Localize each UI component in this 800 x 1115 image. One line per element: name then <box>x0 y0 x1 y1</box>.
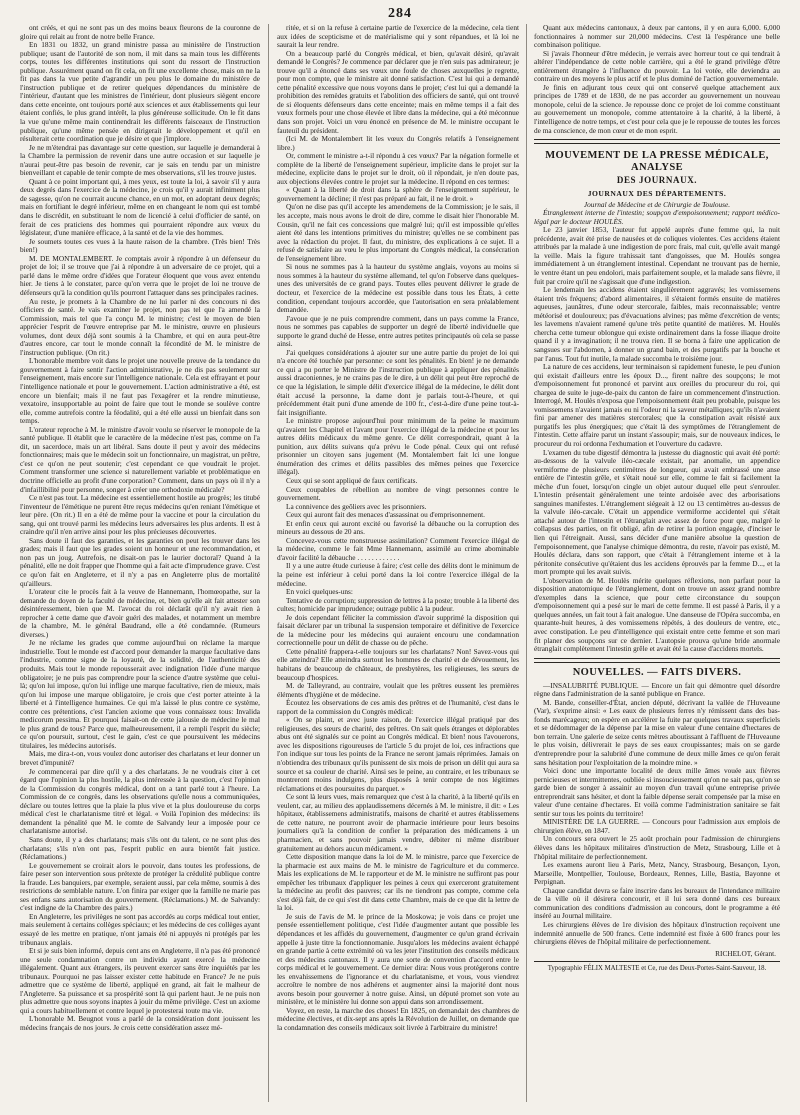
paragraph: L'observation de M. Houlès mérite quelques réflexions, non parfaut pour la disposition anatomique de l'étranglement, dont on trouve un assez grand nombre d'exemples dans la science, que pour cette circonstance du soupçon d'empoisonnement qui a pesé sur le mari de cette femme. Il est passé à Paris, il y a quelques années, un fait tout à fait analogue. Une danseuse de l'Opéra succomba, en quarante-huit heures, à des vomissemens répétés, à des douleurs de ventre, etc., avec constipation. Le peu d'intelligence qui existait entre cette femme et son mari fit planer des soupçons sur ce dernier. L'autopsie prouva qu'une bride anormale étranglait complètement l'intestin grêle et avait été la cause d'accidens mortels. <box>534 575 780 654</box>
paragraph: Je dois cependant féliciter la commission d'avoir supprimé la disposition qui faisait déclarer par un tribunal la suspension temporaire et définitive de l'exercice de la médecine pour les médecins qui auraient encouru une condamnation correctionnelle pour un délit de chasse ou de pêche. <box>277 612 519 648</box>
paragraph: Et si je suis bien informé, depuis cent ans en Angleterre, il n'a pas été prononcé une seule condamnation contre un individu ayant exercé la médecine illégalement. Quant aux étrangers, ils peuvent exercer sans être inquiétés par les tribunaux. Pourquoi ne pas laisser exister cette habitude en France? Je ne puis admettre que ce système de liberté, appliqué en grand, ait fait le malheur de l'Angleterre. Sa puissance et sa prospérité sont là qui parlent haut. Je ne puis non plus admettre que nous soyons inaptes à jouir du même privilège. C'est un axiome qui a cours habituellement et contre lequel je protesterai toute ma vie. <box>20 946 260 1015</box>
paragraph: « On se plaint, et avec juste raison, de l'exercice illégal pratiqué par des religieuses, des sœurs de charité, des prêtres. On sait quels étranges et déplorables abus ont été signalés sur ce point au Congrès médical. Et bien! nous l'avouerons, avec les dispositions rigoureuses de l'article 5 du projet de loi, ces infractions que l'on indique sur tous les points de la France ne seront jamais réprimées. Jamais on n'obtiendra des tribunaux qu'ils punissent de six mois de prison un délit qui aura sa source et sa couleur de charité. Ainsi ses le peine, au contraire, et les tribunaux se montreront moins indulgens, plus disposés à tenir compte de nos légitimes réclamations et des poursuites du parquet. » <box>277 715 519 793</box>
paragraph: Voici donc une importante localité de deux mille âmes vouée aux fièvres pernicieuses et intermittentes, oubliée si insoucieusement qu'on ne sait pas, qu'on se garde bien de songer à assainir au moyen d'un travail qu'une entreprise privée entreprendrait sans hésiter, et dont la faible dépense serait compensée par la mise en valeur d'une centaine d'hectares. Et voilà comme l'administration sanitaire se fait sentir sur tous les points du territoire! <box>534 766 780 818</box>
paragraph: Je commencerai par dire qu'il y a des charlatans. Je ne voudrais citer à cet égard que l'opinion la plus hostile, la plus intéressée à la question, c'est l'opinion de la Commission du congrès médical, dont on a tant parlé tout à l'heure. La Commission de ce congrès, dans les observations qu'elle nous a communiquées, déclare ou toutes lettres que la plaie la plus vive et la plus douloureuse du corps médical c'est le charlatanisme titré et légal. « Voilà l'opinion des médecins: ils demandent la pénalité que M. le comte de Salvandy leur a imposée pour ce charlatanisme autorisé. <box>20 766 260 836</box>
column-left <box>20 24 260 1102</box>
paragraph: M. Bande, conseiller-d'État, ancien député, décrivant la vallée de l'Huveaune (Var), s'exprime ainsi: « Les eaux de plusieurs ferres n'y rémissent dans des bas-fonds marécageux; on espère en accélérer la fuite par quelques travaux superficiels et se dédommager de la dépense par la mise en valeur d'une centaine d'hectares de bon terrain. Une galerie de seize cents mètres aboutissant à l'affluent de l'Huveaune le plus voisin, délivrerait le pays de ses eaux croupissantes; mais on se garde d'entreprendre pour la salubrité d'une commune de deux mille âmes ce qu'on ferait sans hésitation pour l'exploitation de la moindre mine. » <box>534 697 780 767</box>
paragraph: Voyez, en reste, la marche des choses! En 1825, on demandait des chambres de médecine électives, et dix-sept ans après la Révolution de Juillet, on demande que la condamnation des conseils médicaux soit livrée à l'arbitraire du ministre! <box>277 1005 519 1032</box>
paragraph: MINISTÈRE DE LA GUERRE. — Concours pour l'admission aux emplois de chirurgien élève, en 1847. <box>534 817 780 835</box>
paragraph: Cette pénalité frappera-t-elle toujours sur les charlatans? Non! Savez-vous qui elle atteindra? Elle atteindra surtout les hommes de charité et de dévouement, les habitans de beaucoup de châteaux, de presbytères, les religieuses, les sœurs de beaucoup d'hospices. <box>277 646 519 682</box>
paragraph: J'avoue que je ne puis comprendre comment, dans un pays comme la France, nous ne sommes pas capables de supporter un degré de liberté individuelle que supporte le grand duché de Hesse, entre autres petites principautés où cela se passe ainsi. <box>277 313 519 349</box>
paragraph: —INSALUBRITÉ PUBLIQUE. — Encore un fait qui démontre quel désordre règne dans l'administration de la santé publique en France. <box>534 680 780 699</box>
paragraph: Sans doute, il y a des charlatans; mais s'ils ont du talent, ce ne sont plus des charlatans; s'ils n'en ont pas, l'esprit public en aura bientôt fait justice. (Réclamations.) <box>20 834 260 862</box>
paragraph: Je ne m'étendrai pas davantage sur cette question, sur laquelle je demanderai à la Chambre la permission de revenir dans une autre occasion et sur laquelle je n'aurai peut-être pas besoin de revenir, car je sais en tendu par un ministre bienveillant et capable de tenir compte de mes observations, s'il les trouve justes. <box>20 142 260 178</box>
paragraph: Ce n'est pas tout. La médecine est essentiellement hostile au progrès; les titubé l'inventeur de l'émétique ne purent être reçus médecins qu'en reniant l'émétique et leur père. (On rit.) Il en a été de même pour la vaccine et pour la circulation du sang, qui ont trouvé parmi les médecins leurs adversaires les plus ardents. Il est à craindre qu'il n'en arrive ainsi pour les plus précieuses découvertes. <box>20 493 260 537</box>
signature: RICHELOT, Gérant. <box>715 948 776 958</box>
paragraph: Il y a une autre étude curieuse à faire; c'est celle des délits dont le minimum de la peine est inférieur à celui porté dans la loi contre l'exercice illégal de la médecine. <box>277 561 519 588</box>
section-rule <box>534 139 780 144</box>
paragraph: La nature de ces accidens, leur terminaison si rapidement funeste, le peu d'union qui existait d'ailleurs entre les époux D..., firent naître des soupçons; le mot d'empoisonnement fut prononcé et parvint aux oreilles du procureur du roi, qui chargea de suite le juge-de-paix du canton de faire un commencement d'instruction. Interrogé, M. Houlès n'exposa que l'empoisonnement était peu probable, puisque les vomissemens n'avaient jamais eu ni l'odeur ni la saveur métalliques; qu'ils n'avaient fini par amener des matières stercorales; que la constipation avait résisté aux purgatifs les plus énergiques; que c'était là des symptômes de l'étranglement de l'intestin. Cette affaire parut un instant s'assoupir; mais, sur de nouveaux indices, le procureur du roi ordonna l'exhumation et l'ouverture du cadavre. <box>534 362 780 448</box>
section-subtitle: DES JOURNAUX. <box>616 175 698 186</box>
paragraph: Ce sont là leurs vues, mais remarquez que c'est à la charité, à la liberté qu'ils en veulent, car, au milieu des applaudissemens décernés à M. le ministre, il dit: « Les hôpitaux, établissemens administratifs, maisons de charité et autres établissemens de cette nature, ne pourront avoir de pharmacie intérieure pour leurs besoins journaliers qu'à la condition de confier la préparation des médicamens à un pharmacien, et sans pouvoir jamais vendre, débiter ni même distribuer gratuitement au dehors aucun médicament. » <box>277 792 519 853</box>
paragraph: ritée, et si on la refuse à certaine partie de l'exercice de la médecine, cela tient aux idées de scepticisme et de matérialisme qui y sont répandues, et là loi ne saurait la leur rendre. <box>277 24 519 50</box>
paragraph: Mais, me dira-t-on, vous voulez donc autoriser des charlatans et leur donner un brevet d'impunité? <box>20 749 260 768</box>
column-divider <box>526 24 527 1102</box>
paragraph: En voici quelques-uns: <box>286 587 353 597</box>
paragraph: Le ministre propose aujourd'hui pour minimum de la peine le maximum qu'avaient les Chapitel et l'avant pour l'exercice illégal de la médecine et pour les autres délits médicaux du même genre. Ce délit correspondrait, quant à la punition, aux délits suivans qu'a prévu le Code pénal. Ceux qui ont refusé prisonnier un citoyen sans jugement (M. Montalembert fait lci une longue énumération des crimes et délits passibles des mêmes peines que l'exercice illégal). <box>277 416 519 477</box>
paragraph: Je soumets toutes ces vues à la haute raison de la chambre. (Très bien! Très bien!) <box>20 236 260 255</box>
paragraph: « Quant à la liberté de droit dans la sphère de l'enseignement supérieur, le gouvernement la décline; il n'est pas préparé au fait, il ne le droit. » <box>277 185 519 203</box>
paragraph: Écoutez les observations de ces amis des prêtres et de l'humanité, c'est dans le rapport de la commission du Congrès médical: <box>277 698 519 716</box>
column-divider <box>268 24 269 1102</box>
article-title: Étranglement interne de l'intestin; soupçon d'empoisonnement; rapport médico-légal par le docteur HOULÈS. <box>534 208 780 226</box>
paragraph: Ceux coupables de rébellion au nombre de vingt personnes contre le gouvernement. <box>277 484 519 503</box>
paragraph: J'ai quelques considérations à ajouter sur une autre partie du projet de loi qui n'a encore été touchée par personne: ce sont les pénalités. En bien! je ne demande ce qui a pu porter le Ministre de l'instruction publique à appliquer des pénalités aussi draconiennes, je ne crains pas de le dire, à un délit qui peut être reproché de ce que la législation, le simple délit d'exercice illégal de la médecine, le délit dont était accusé la personne, la dame dont je parlais tout-à-l'heure, et qui précédemment était puni d'une amende de 100 fr., c'est-à-dire d'une peine tout-à-fait insignifiante. <box>277 347 519 417</box>
paragraph: En 1831 ou 1832, un grand ministre passa au ministère de l'instruction publique; usant de l'autorité de son nom, il mit dans sa main tous les différents corps, toutes les différentes institutions qui sont du ressort de l'instruction publique. Assurément quand on fit cela, on fit une excellente chose, mais on ne la fit pas dans la vue petite d'agrandir un peu plus le domaine du ministère de l'instruction publique et de retirer quelques dépendances du ministère de l'intérieur, d'autant que les ministres de l'intérieur, dont plusieurs siègent encore dans cette enceinte, ont toujours porté aux sciences et aux établissements qui leur étaient confiés, le plus grand intérêt, la plus généreuse sollicitude. On le fit dans la vue qu'une même main continendrait les différents faisceaux de l'instruction publique, qu'une même pensée en dirigerait le développement et qu'il en résulterait cette coordination que je désire et que j'implore. <box>20 40 260 144</box>
paragraph: L'orateur cite le procès fait à la veuve de Hannemann, l'homœopathe, sur la demande du doyen de la faculté de médecine, et, bien qu'elle ait fait attester son désintéressement, bien que M. l'avocat du roi déclarât qu'il n'y avait rien à reprocher à cette dame que d'avoir guéri des malades, et notamment un membre de la chambre, M. le général Baudrand, elle a été condamnée. (Rumeurs diverses.) <box>20 587 260 639</box>
section-rule <box>534 658 780 663</box>
paragraph: (Ici M. de Montalembert lit les vœux du Congrès relatifs à l'enseignement libre.) <box>277 134 519 152</box>
speech-conclusion <box>534 24 780 135</box>
news-title: NOUVELLES. — FAITS DIVERS. <box>572 666 742 678</box>
paragraph: ont créés, et qui ne sont pas un des moins beaux fleurons de la couronne de gloire qui relait au front de notre belle France. <box>20 24 260 41</box>
paragraph: La connivence des geôliers avec les prisonniers. <box>286 501 427 511</box>
section-title: MOUVEMENT DE LA PRESSE MÉDICALE, ANALYSE <box>545 150 769 174</box>
paragraph: Cette disposition manque dans la loi de M. le ministre, parce que l'exercice de la pharmacie est aux mains de M. le ministre de l'agriculture et du commerce. Mais les explications de M. le rapporteur et de M. le ministre ne suffiront pas pour empêcher les tribunaux d'appliquer les peines à ceux qui exerceront gratuitement la médecine au profit des pauvres; car ils ne tiendront pas compte, comme cela s'est déjà fait, de ce qui s'est dit dans cette Chambre, mais de ce que dit la lettre de la loi. <box>277 852 519 913</box>
paragraph: Qu'on ne dise pas qu'il accepte les amendemens de la Commission; je le sais, il les accepte, mais nous avons le droit de dire, comme le disait hier l'honorable M. Cousin, qu'il ne fait ces concessions que malgré lui; qu'il est impossible qu'elles aient été dans les intentions primitives du ministre; qu'elles ne se combinent pas avec la rédaction du projet. Il faut, du ministre, des explications à ce sujet. Il a refusé de satisfaire au vœu le plus important du Congrès médical, la consécration de l'enseignement libre. <box>277 202 519 263</box>
paragraph: Or, comment le ministre a-t-il répondu à ces vœux? Par la négation formelle et complète de la liberté de l'enseignement supérieur, implicite dans le projet sur la médecine, explicite dans le projet sur le droit, où il répondait, je n'en doute pas, aux objections élevées contre le projet sur la médecine. Il répond en ces termes: <box>277 151 519 186</box>
paragraph: Le gouvernement se croirait alors le pouvoir, dans toutes les professions, de faire peser son intervention sous prétexte de protéger la crédulité publique contre la fraude. Les banquiers, par exemple, seraient aussi, par cela même, soumis à des restrictions de semblable nature. L'on finira par exiger que la famille ne marie pas ses enfans sans autorisation du gouvernement. (Réclamations.) M. de Salvandy: c'est indigne de la Chambre des pairs.) <box>20 860 260 913</box>
paragraph: Je suis de l'avis de M. le prince de la Moskowa; je vois dans ce projet une pensée essentiellement politique, c'est l'idée d'augmenter autant que possible les dépendances et les affidés du gouvernement, d'augmenter ce qu'un grand écrivain appelle à juste titre la fonctionnomanie. Jusqu'alors les médecins avaient échappé en grande partie à cette extrémité où va les jeter l'institution des conseils médicaux et des médecins cantonaux. Il y aura une sorte de convention d'accord entre le corps médical et le gouvernement. Ce dernier dira: Nous vous protégerons contre les envahissemens de l'ignorance et du charlatanisme, et vous, vous viendrez accroître le nombre de nos adhérens et augmenter ainsi la majorité dont nous avons besoin pour gouverner à notre guise. Ainsi, un député promet son vote au ministère, et le ministère lui donne son appui dans son arrondissement. <box>277 911 519 1007</box>
paragraph: Quant à ce point important qui, à mes yeux, est toute la loi, à savoir s'il y aura deux degrés dans l'exercice de la médecine, je crois qu'il y aurait infiniment plus de sagesse, qu'on ne courrait aucune chance, en un mot, en adoptant deux degrés; mais en fortifiant le degré inférieur, même en en changeant le nom qui est tombé dans le discrédit, en substituant le nom de licencié à celui d'officier de santé, on ferait de ces praticiens des hommes qui pourraient répondre aux vœux du législateur, d'une manière efficace, à la santé et de la vie des hommes. <box>20 176 260 238</box>
paragraph: Ceux qui auront fait des menaces d'assassinat ou d'emprisonnement. <box>286 510 485 520</box>
paragraph: L'examen du tube digestif démontra la justesse du diagnostic qui avait été porté: au-dessous de la valvule iléo-cæcale existait, par anomalie, un appendice vermiforme de plusieurs centimètres de longueur, qui avait embrassé une anse entière de l'intestin grêle, et s'était noué sur elle, comme le fait si facilement la mèche d'un fouet, lorsqu'on cingle un objet autour duquel elle peut s'enrouler. L'intestin présentait généralement une teinte ardoisée avec des arborisations sanguines manifestes. L'étranglement siégeait à 12 ou 13 centimètres au-dessus de la valvule iléo-cæcale. C'était un appendice vermiforme accidentel qui s'était attaché autour de l'intestin et l'étranglait avec assez de force pour que, malgré le collapsus des parties, on fit obligé, afin de retirer la portion engagée, d'inciser le lien qui l'étreignait. Aussi, sans décider d'une manière absolue la question de l'empoisonnement, que l'analyse chimique démontra, du reste, n'avoir pas existé, M. Houlès déclara, dans son rapport, que c'était à l'étranglement interne et à la péritonite consécutive qu'étaient dus les accidens éprouvés par la femme D..., et la mort prompte qui les avait suivis. <box>534 447 780 577</box>
printer-line: Typographie FÉLIX MALTESTE et Ce, rue des Deux-Portes-Saint-Sauveur, 18. <box>547 965 767 973</box>
paragraph: Les chirurgiens élèves de 1re division des hôpitaux d'instruction reçoivent une indemnité annuelle de 500 francs. Cette indemnité est fixée à 600 francs pour les chirurgiens élèves de l'hôpital militaire de perfectionnement. <box>534 919 780 947</box>
paragraph: L'honorable membre voit dans le projet une nouvelle preuve de la tendance du gouvernement à faire sentir l'action administrative, je ne dis pas seulement sur l'enseignement, mais encore sur l'intelligence nationale. Cela est effrayant et pour l'intelligence nationale et pour le gouvernement. L'action administrative a été, est encore un bienfait; mais il ne faut pas l'exagérer et la rendre minutieuse, vexatoire, insupportable au point de faire que tout le monde se soulève contre elle, comme autrefois contre la féodalité, qui a été elle aussi un bienfait dans son temps. <box>20 356 260 426</box>
paragraph: Les examens auront lieu à Paris, Metz, Nancy, Strasbourg, Besançon, Lyon, Marseille, Montpellier, Toulouse, Bordeaux, Rennes, Lille, Bastia, Bayonne et Perpignan. <box>534 860 780 887</box>
journal-name: Journal de Médecine et de Chirurgie de Toulouse. <box>583 199 731 209</box>
paragraph: Je ne réclame les grades que comme aujourd'hui on réclame la marque industrielle. Tout le monde est d'accord pour demander la marque facultative dans l'industrie, comme signe de la loyauté, de la solidité, de l'authenticité des produits. Mais tout le monde repousserait avec indignation l'idée d'une marque obligatoire; je ne puis pas comprendre pour la science d'autre système que celui-là; qu'on lui impose, qu'on lui inflige une marque facultative, rien de mieux, mais qu'on lui impose une marque obligatoire, je crois que c'est porter atteinte à la liberté et à l'intelligence humaines. Ce qui m'a laissé le plus contre ce système, contre ces prétentions, c'est l'ancien axiome que vous connaissez tous: Invalida medicorum pessima. Et pourquoi faisait-on de cette jalousie de médecine le mal le plus grand de tous? Parce que, malheureusement, il a rempli l'esprit du siècle; ce qu'on poursuit, surtout, c'est le gain, c'est ce que poursuivent les médecins titulaires, les médecins autorisés. <box>20 638 260 750</box>
paragraph: L'honorable M. Beugnot vous a parlé de la considération dont jouissent les médecins français de nos jours. Je crois cette considération assez mé- <box>20 1014 260 1032</box>
column-middle <box>277 24 519 1102</box>
page-number: 284 <box>388 6 412 21</box>
paragraph: Ceux qui se sont appliqué de faux certificats. <box>286 475 418 485</box>
subsection-head: JOURNAUX DES DÉPARTEMENTS. <box>587 189 727 199</box>
paragraph: Sans doute il faut des garanties, et les garanties on peut les trouver dans les grades; mais il faut que les grades soient un honneur et une recommandation, et non pas un joug. Autrefois, ne disait-on pas le laurier doctoral? Quand à la pénalité, elle ne doit frapper que l'homme qui a fait acte d'imprudence grave. C'est ce qu'on fait en Angleterre, et il n'y a pas en Angleterre plus de mortalité qu'ailleurs. <box>20 535 260 588</box>
paragraph: Chaque candidat devra se faire inscrire dans les bureaux de l'intendance militaire de la ville où il désirera concourir, et il lui sera donné dans ces bureaux communication des conditions d'admission au concours, dont le programme a été inséré au Journal militaire. <box>534 885 780 921</box>
paragraph: Le 23 janvier 1853, l'auteur fut appelé auprès d'une femme qui, la nuit précédente, avait été prise de nausées et de coliques violentes. Ces accidens étaient attribués par la malade à une indigestion de porc frais, mal cuit, qu'elle avait mangé la veille. Mais la figure trahissait tant d'angoisses, que M. Houlès songea immédiatement à un étranglement intestinal. Cependant ne trouvant pas de hernie, le ventre étant un peu endolori, mais parfaitement souple, et la malade sans fièvre, il fuit par croire qu'il ne s'agissait que d'une indigestion. <box>534 225 780 286</box>
paragraph: L'orateur reproche à M. le ministre d'avoir voulu se réserver le monopole de la santé publique. Il établit que le caractère de la médecine n'est pas, comme on l'a dit, un sacerdoce, mais un art libéral. Sans doute il peut y avoir des médecins fonctionnaires; mais que le médecin soit un fonctionnaire, un magistrat, un prêtre, c'est ce qu'on ne peut soutenir; c'est cependant ce que voudrait le projet. Comment transformer une science si naturellement variable et problématique en doctrine officielle au profit d'une corporation? Comment, dans un pays où il n'y a d'infaillibilité pour personne, songer à créer une orthodoxie médicale? <box>20 424 260 494</box>
paragraph: Concevez-vous cette monstrueuse assimilation? Comment l'exercice illégal de la médecine, comme le fait Mme Hannemann, assimilé au crime abominable d'avoir facilité la débauche . . . . . . . . . . . . <box>277 535 519 562</box>
paragraph: Si nous ne sommes pas à la hauteur du système anglais, voyons au moins si nous sommes à la hauteur du système allemand, tel qu'on l'observe dans quelques-unes des universités de ce grand pays. Toutes elles peuvent délivrer le grade de docteur, et l'exercice de la médecine est possible dans tous les États, à cette condition, cependant toujours accordée, que l'autorisation en sera préalablement demandée. <box>277 262 519 315</box>
column-right <box>534 24 780 1102</box>
paragraph: M. de Talleyrand, au contraire, voulait que les prêtres eussent les premières éléments d'hygiène et de médecine. <box>277 681 519 699</box>
paragraph: Je finis en adjurant tous ceux qui ont conservé quelque attachement aux principes de 1789 et de 1830, de ne pas accorder au gouvernement un nouveau monopole, celui de la science. Je repousse donc ce projet de loi comme constituant au gouvernement un monopole, comme attentatoire à la charité, à la liberté, à l'intelligence de notre temps, et c'est pour cela que je le repousse de toutes les forces de ma conscience, de mon cœur et de mon esprit. <box>534 82 780 135</box>
paragraph: M. DE MONTALEMBERT. Je comptais avoir à répondre à un défenseur du projet de loi; il se trouve que j'ai à répondre à un adversaire de ce projet, qui a parlé dans le même ordre d'idées que l'orateur éloquent que vous avez entendu hier. Je tiens à le constater, parce qu'on verra que le projet de loi ne trouve de défenseurs qu'à la condition qu'ils pourront l'attaquer dans ses principales racines. <box>20 253 260 297</box>
paragraph: On a beaucoup parlé du Congrès médical, et bien, qu'avait désiré, qu'avait demandé le Congrès? Je commence par déclarer que je n'en suis pas admirateur; je trouve qu'il a énoncé dans ses vœux une foule de choses auxquelles je regrette, pour mon compte, que le ministre ait donné satisfaction. C'est lui qui a demandé cette pénalité excessive que nous voyons dans le projet; c'est lui qui a demandé la prohibition des remèdes gratuits et l'abolition des officiers de santé, qui ont trouvé de si éloquents défenseurs dans cette enceinte; mais en même temps il a fait des vœux formels pour une chose élevée et libre dans la médecine, qui a été méconnue dans son projet. Voici un vœu énoncé en présence de M. le ministre occupant le fauteuil du président. <box>277 48 519 135</box>
news-items <box>534 682 780 947</box>
paragraph: Quant aux médecins cantonaux, à deux par cantons, il y en aura 6,000. 6,000 fonctionnaires à nommer sur 20,000 médecins. C'est là l'espérance une belle combinaison politique. <box>534 24 780 50</box>
paragraph: Un concours sera ouvert le 25 août prochain pour l'admission de chirurgiens élèves dans les hôpitaux militaires d'instruction de Metz, Strasbourg, Lille et à l'hôpital militaire de perfectionnement. <box>534 834 780 861</box>
footer-rule <box>534 961 780 962</box>
paragraph: Le lendemain les accidens étaient singulièrement aggravés; les vomissemens étaient très fréquens; d'abord alimentaires, il s'étaient formés ensuite de matières aqueuses, jaunâtres, d'une odeur stercorale, faibles, mais reconnaissable; ventre météorisé et douloureux; pas d'évacuations alvines; pas même d'excrétion de vents; les lavemens n'avaient ramené qu'une très petite quantité de matières. M. Houlès chercha cette tumeur oblongue qui existe ordinairement dans la fosse iliaque droite quand il y a invagination; il ne trouva rien. Il se borna à faire une application de sangsues sur l'abdomen, à donner un grand bain, et des purgatifs par la bouche et par l'anus. Tout fut inutile, la malade succomba le troisième jour. <box>534 285 780 363</box>
paragraph: Et enfin ceux qui auront excité ou favorisé la débauche ou la corruption des mineurs au dessous de 20 ans. <box>277 518 519 537</box>
press-article <box>534 226 780 653</box>
paragraph: Tentative de corruption; suppression de lettres à la poste; trouble à la liberté des cultes; homicide par imprudence; outrage public à la pudeur. <box>277 595 519 614</box>
paragraph: En Angleterre, les privilèges ne sont pas accordés au corps médical tout entier, mais seulement à certains collèges spéciaux; et les médecins de ces collèges ayant essayé de les mettre en pratique, n'ont jamais été ni appuyés ni protégés par les tribunaux anglais. <box>20 911 260 947</box>
paragraph: Au reste, je promets à la Chambre de ne lui parler ni des concours ni des officiers de santé. Je vais examiner le projet, non pas tel que l'a amendé la Commission, mais tel que l'a conçu M. le ministre; c'est le moyen de bien apprécier l'esprit de l'œuvre entreprise par M. le ministre, œuvre en plusieurs volumes, dont deux déjà sont soumis à la Chambre, et qui en aura peut-être d'autres encore, car tout le monde connaît la fécondité de M. le ministre de l'instruction publique. (On rit.) <box>20 296 260 357</box>
paragraph: Si j'avais l'honneur d'être médecin, je verrais avec horreur tout ce qui tendrait à altérer l'indépendance de cette noble carrière, qui a été le grand privilège d'être entièrement étrangère à l'influence du pouvoir. La loi votée, elle deviendra au contraire un des moyens le plus actif et le plus dominé de l'action gouvernementale. <box>534 48 780 84</box>
